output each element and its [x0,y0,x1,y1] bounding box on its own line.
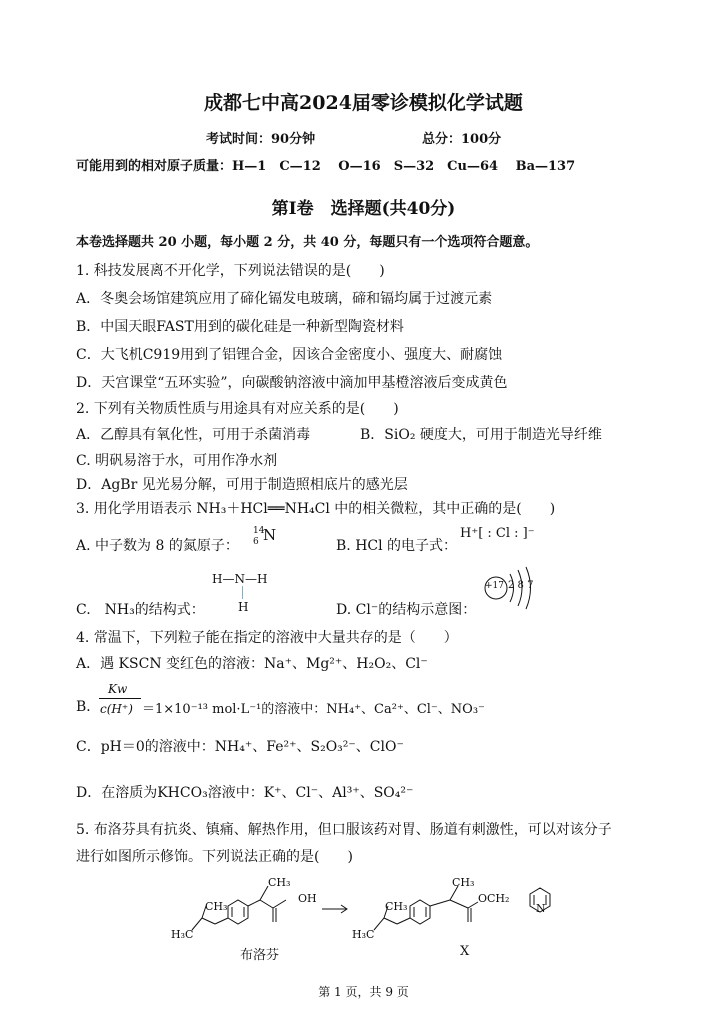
q2-option-d: D．AgBr 见光易分解，可用于制造照相底片的感光层 [76,477,408,493]
q4-option-b: ＝1×10⁻¹³ mol·L⁻¹的溶液中：NH₄⁺、Ca²⁺、Cl⁻、NO₃⁻ [142,702,485,717]
exam-time: 考试时间：90分钟 [206,132,316,147]
instructions: 本卷选择题共 20 小题，每小题 2 分，共 40 分，每题只有一个选项符合题意。 [76,235,539,250]
q1-option-b: B．中国天眼FAST用到的碳化硅是一种新型陶瓷材料 [76,319,404,335]
ibuprofen-structure [170,872,330,942]
q2-stem: 2. 下列有关物质性质与用途具有对应关系的是( ) [76,401,399,417]
q3-option-a: A. 中子数为 8 的氮原子： [76,538,239,554]
q4-stem: 4. 常温下，下列粒子能在指定的溶液中大量共存的是（ ） [76,630,458,646]
nh3-structure-bottom: H [238,600,249,614]
reaction-arrow-icon [322,904,350,914]
x-ch3-side: CH₃ [385,900,408,913]
page-footer: 第 1 页，共 9 页 [318,985,409,999]
fraction-bar [99,698,141,699]
total-score: 总分：100分 [422,132,502,147]
q2-option-c: C. 明矾易溶于水，可用作净水剂 [76,453,278,469]
ibuprofen-h3c: H₃C [171,928,194,941]
q4-option-c: C．pH＝0的溶液中：NH₄⁺、Fe²⁺、S₂O₃²⁻、ClO⁻ [76,739,404,755]
nuclide-symbol: N [263,526,277,544]
ibuprofen-label: 布洛芬 [240,948,280,963]
ibuprofen-oh: OH [298,892,317,905]
q1-option-d: D．天宫课堂“五环实验”，向碳酸钠溶液中滴加甲基橙溶液后变成黄色 [76,375,508,391]
nuclide-atomic-number: 6 [253,537,259,547]
kw-numerator: Kw [108,682,128,696]
nh3-bond [242,586,243,599]
chloride-nucleus: +17 [485,581,504,591]
q1-stem: 1. 科技发展离不开化学，下列说法错误的是( ) [76,263,385,279]
ibuprofen-ch3-top: CH₃ [268,876,291,889]
page-title: 成都七中高2024届零诊模拟化学试题 [204,92,523,114]
q3-stem: 3. 用化学用语表示 NH₃＋HCl══NH₄Cl 中的相关微粒，其中正确的是( ) [76,501,556,517]
q2-option-b: B．SiO₂ 硬度大，可用于制造光导纤维 [360,427,602,443]
q4-option-d: D．在溶质为KHCO₃溶液中：K⁺、Cl⁻、Al³⁺、SO₄²⁻ [76,785,414,801]
chloride-shells: 2 8 7 [508,580,534,591]
x-och2: OCH₂ [478,892,510,905]
atomic-masses: 可能用到的相对原子质量：H—1 C—12 O—16 S—32 Cu—64 Ba—137 [76,159,576,174]
ibuprofen-ch3-side: CH₃ [205,900,228,913]
section-title: 第Ⅰ卷 选择题(共40分) [271,199,456,219]
q2-option-a: A．乙醇具有氧化性，可用于杀菌消毒 [76,427,311,443]
q5-stem-line1: 5. 布洛芬具有抗炎、镇痛、解热作用，但口服该药对胃、肠道有刺激性，可以对该分子 [76,822,612,838]
x-h3c: H₃C [352,928,375,941]
q5-stem-line2: 进行如图所示修饰。下列说法正确的是( ) [76,849,353,865]
kw-denominator: c(H⁺) [100,702,133,716]
hcl-electron-formula: H⁺[ : Cl : ]⁻ [460,526,535,541]
nuclide-mass-number: 14 [253,526,265,536]
x-ch3-top: CH₃ [452,876,475,889]
nh3-structure-top: H—N—H [212,572,268,586]
x-pyridine-n: N [536,902,546,915]
q4-option-b-prefix: B． [76,699,101,715]
q1-option-c: C．大飞机C919用到了铝锂合金，因该合金密度小、强度大、耐腐蚀 [76,347,503,363]
q3-option-b: B. HCl 的电子式： [336,538,458,554]
product-x-label: X [460,944,470,959]
q3-option-d: D. Cl⁻的结构示意图： [336,602,477,618]
q4-option-a: A．遇 KSCN 变红色的溶液：Na⁺、Mg²⁺、H₂O₂、Cl⁻ [76,656,428,672]
q3-option-c: C. NH₃的结构式： [76,602,205,618]
q1-option-a: A．冬奥会场馆建筑应用了碲化镉发电玻璃，碲和镉均属于过渡元素 [76,291,493,307]
